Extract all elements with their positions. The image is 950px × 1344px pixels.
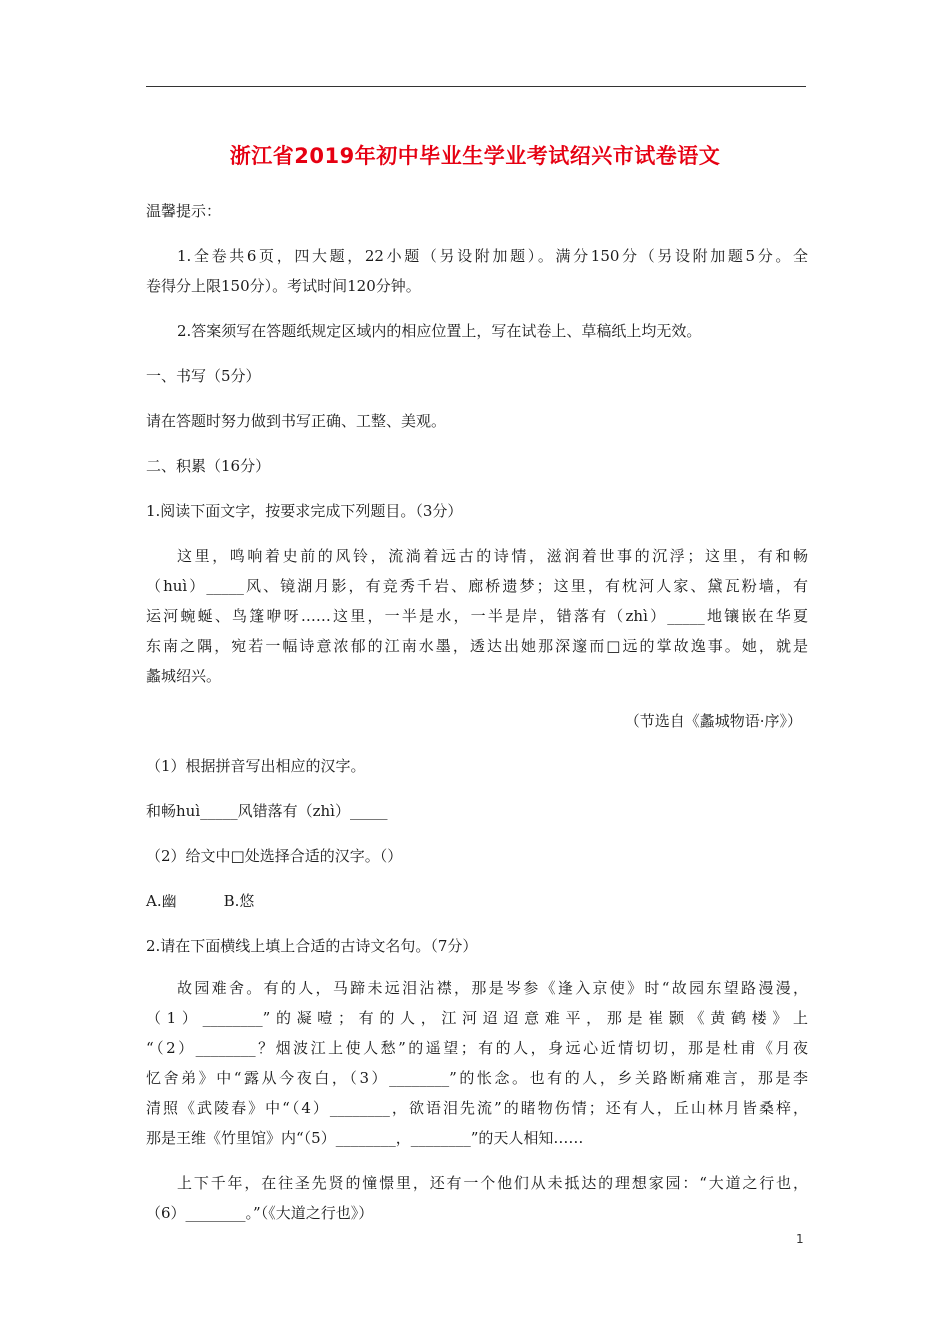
section1-heading: 一、书写（5分）	[146, 367, 261, 385]
passage-line: 故园难舍。有的人，马蹄未远泪沾襟，那是岑参《逢入京使》时“故园东望路漫漫，	[177, 979, 808, 997]
document-body	[146, 196, 808, 1228]
passage-line: （huì）_____风、镜湖月影，有竞秀千岩、廊桥遗梦；这里，有枕河人家、黛瓦粉墙，有	[146, 577, 808, 595]
passage-line: “（2）________？烟波江上使人愁”的遥望；有的人，身远心近情切切，那是杜甫《月夜	[146, 1039, 808, 1057]
tips-heading: 温馨提示：	[146, 202, 222, 220]
subquestion1-answer-blanks: 和畅huì_____风错落有（zhì）_____	[146, 802, 388, 820]
passage-line: 上下千年，在往圣先贤的憧憬里，还有一个他们从未抵达的理想家园：“大道之行也，	[177, 1174, 808, 1192]
tip2: 2.答案须写在答题纸规定区域内的相应位置上，写在试卷上、草稿纸上均无效。	[177, 322, 702, 340]
header-rule	[146, 86, 806, 87]
section1-text: 请在答题时努力做到书写正确、工整、美观。	[146, 412, 447, 430]
passage-line: 这里，鸣响着史前的风铃，流淌着远古的诗情，滋润着世事的沉浮；这里，有和畅	[177, 547, 808, 565]
question2-passage	[146, 973, 808, 1153]
document-title: 浙江省2019年初中毕业生学业考试绍兴市试卷语文	[229, 144, 721, 168]
question2-passage-part2	[146, 1168, 808, 1228]
option-b: B.悠	[223, 892, 255, 910]
page-number: 1	[796, 1232, 804, 1246]
passage-line: （6）________。”（《大道之行也》）	[146, 1204, 374, 1222]
option-a: A.幽	[146, 892, 177, 910]
question1-passage	[146, 541, 808, 691]
question2-prompt: 2.请在下面横线上填上合适的古诗文名句。（7分）	[146, 937, 478, 955]
passage-line: 蠡城绍兴。	[146, 667, 222, 685]
question1-prompt: 1.阅读下面文字，按要求完成下列题目。（3分）	[146, 502, 463, 520]
passage-line: （1）________”的凝噎；有的人，江河迢迢意难平，那是崔颢《黄鹤楼》上	[146, 1009, 808, 1027]
section2-heading: 二、积累（16分）	[146, 457, 271, 475]
passage-line: 清照《武陵春》中“（4）________，欲语泪先流”的睹物伤情；还有人，丘山林月皆桑梓，	[146, 1099, 808, 1117]
passage-line: 那是王维《竹里馆》内“（5）________，________”的天人相知……	[146, 1129, 584, 1147]
subquestion1-prompt: （1）根据拼音写出相应的汉字。	[146, 757, 366, 775]
passage-line: 忆舍弟》中“露从今夜白，（3）________”的怅念。也有的人，乡关路断痛难言，那是李	[146, 1069, 808, 1087]
tip1-line1: 1.全卷共6页，四大题，22小题（另设附加题）。满分150分（另设附加题5分。全	[177, 247, 808, 265]
passage-line: 东南之隅，宛若一幅诗意浓郁的江南水墨，透达出她那深邃而□远的掌故逸事。她，就是	[146, 637, 808, 655]
passage-line: 运河蜿蜒、鸟篷咿呀……这里，一半是水，一半是岸，错落有（zhì）_____地镶嵌在华夏	[146, 607, 808, 625]
subquestion2-prompt: （2）给文中□处选择合适的汉字。（）	[146, 847, 403, 865]
tip1-line2: 卷得分上限150分）。考试时间120分钟。	[146, 277, 421, 295]
answer-options	[146, 886, 808, 916]
passage-source: （节选自《蠡城物语·序》）	[624, 712, 802, 730]
